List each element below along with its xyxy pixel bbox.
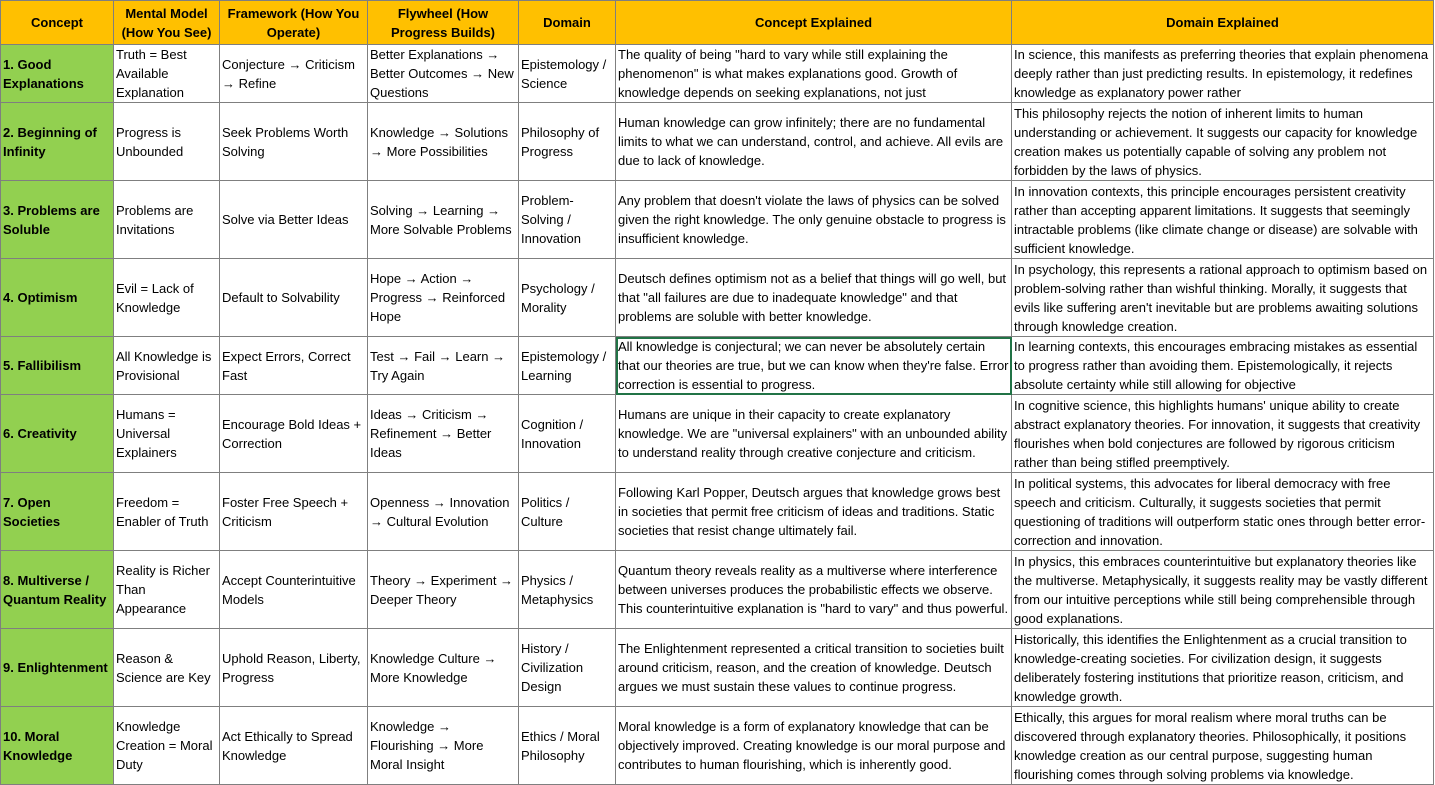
cell-text: 4. Optimism bbox=[3, 290, 78, 305]
cell-text: Cognition / Innovation bbox=[521, 416, 584, 451]
cell-text: Openness → Innovation → Cultural Evolution bbox=[370, 494, 510, 529]
cell-text: Default to Solvability bbox=[222, 290, 340, 305]
concept-explained-cell[interactable] bbox=[616, 707, 1012, 785]
cell-text: Progress is Unbounded bbox=[116, 124, 184, 159]
cell-text: All knowledge is conjectural; we can never be absolutely certain that our theories are true, but we can know when they're false. Error correction is essential to progress. bbox=[618, 339, 1009, 392]
table-row bbox=[1, 473, 1434, 551]
cell-text: Epistemology / Learning bbox=[521, 348, 607, 383]
cell-text: Epistemology / Science bbox=[521, 56, 607, 91]
cell-text: Conjecture → Criticism → Refine bbox=[222, 56, 355, 91]
cell-text: Knowledge → Flourishing → More Moral Insight bbox=[370, 719, 484, 772]
concept-explained-cell[interactable] bbox=[616, 395, 1012, 473]
concept-explained-cell[interactable] bbox=[616, 181, 1012, 259]
flywheel-cell[interactable] bbox=[368, 103, 519, 181]
framework-cell[interactable] bbox=[220, 45, 368, 103]
concept-cell[interactable] bbox=[1, 395, 114, 473]
cell-text: Moral knowledge is a form of explanatory knowledge that can be objectively improved. Creating knowledge is our moral purpose and contributes to human flourishing, which is inherently good. bbox=[618, 719, 1006, 772]
domain-cell[interactable] bbox=[519, 473, 616, 551]
mental-model-cell[interactable] bbox=[114, 259, 220, 337]
cell-text: Encourage Bold Ideas + Correction bbox=[222, 416, 362, 451]
framework-cell[interactable] bbox=[220, 473, 368, 551]
cell-text: 3. Problems are Soluble bbox=[3, 202, 100, 237]
cell-text: 5. Fallibilism bbox=[3, 358, 82, 373]
cell-text: In physics, this embraces counterintuitive but explanatory theories like the multiverse. Metaphysically, it suggests reality may be vastly different from our intuitive perceptions while still being comprehensible through good explanations. bbox=[1014, 553, 1428, 626]
mental-model-cell[interactable] bbox=[114, 181, 220, 259]
table-row bbox=[1, 181, 1434, 259]
table-row bbox=[1, 629, 1434, 707]
domain-explained-cell[interactable] bbox=[1012, 259, 1434, 337]
concept-explained-cell[interactable] bbox=[616, 45, 1012, 103]
header-domain-explained[interactable]: Domain Explained bbox=[1012, 1, 1434, 45]
domain-explained-cell[interactable] bbox=[1012, 337, 1434, 395]
cell-text: Human knowledge can grow infinitely; there are no fundamental limits to what we can understand, control, and achieve. All evils are due to lack of knowledge. bbox=[618, 115, 1004, 168]
cell-text: In political systems, this advocates for liberal democracy with free speech and criticism. Culturally, it suggests societies that permit questioning of traditions will outperform static ones through better error-correction and innovation. bbox=[1014, 475, 1426, 548]
cell-text: Problems are Invitations bbox=[116, 202, 194, 237]
cell-text: Freedom = Enabler of Truth bbox=[116, 494, 209, 529]
cell-text: Theory → Experiment → Deeper Theory bbox=[370, 572, 514, 607]
mental-model-cell[interactable] bbox=[114, 395, 220, 473]
cell-text: 2. Beginning of Infinity bbox=[3, 124, 97, 159]
header-row bbox=[1, 1, 1434, 45]
cell-text: Accept Counterintuitive Models bbox=[222, 572, 356, 607]
cell-text: Reason & Science are Key bbox=[116, 650, 211, 685]
cell-text: Politics / Culture bbox=[521, 494, 570, 529]
cell-text: Ideas → Criticism → Refinement → Better Ideas bbox=[370, 407, 492, 460]
flywheel-cell[interactable] bbox=[368, 629, 519, 707]
cell-text: 7. Open Societies bbox=[3, 494, 61, 529]
cell-text: Historically, this identifies the Enlightenment as a crucial transition to knowledge-creating societies. For civilization design, it suggests deliberately fostering institutions that prioritize reason, criticism, and knowledge growth. bbox=[1014, 631, 1407, 704]
concept-explained-cell[interactable] bbox=[616, 551, 1012, 629]
cell-text: In cognitive science, this highlights humans' unique ability to create abstract explanatory theories. For innovation, it suggests that creativity flourishes when bold conjectures are followed by rigorous criticism rather than being stifled preemptively. bbox=[1014, 397, 1421, 470]
framework-cell[interactable] bbox=[220, 181, 368, 259]
cell-text: Test → Fail → Learn → Try Again bbox=[370, 348, 506, 383]
cell-text: Seek Problems Worth Solving bbox=[222, 124, 349, 159]
domain-explained-cell[interactable] bbox=[1012, 473, 1434, 551]
flywheel-cell[interactable] bbox=[368, 45, 519, 103]
cell-text: Reality is Richer Than Appearance bbox=[116, 563, 210, 616]
domain-explained-cell[interactable] bbox=[1012, 551, 1434, 629]
cell-text: Humans are unique in their capacity to create explanatory knowledge. We are "universal explainers" with an unbounded ability to understand reality through creative conjecture and criticism. bbox=[618, 407, 1008, 460]
cell-text: 9. Enlightenment bbox=[3, 660, 108, 675]
cell-text: Foster Free Speech + Criticism bbox=[222, 494, 349, 529]
header-domain[interactable]: Domain bbox=[519, 1, 616, 45]
framework-cell[interactable] bbox=[220, 103, 368, 181]
concept-cell[interactable] bbox=[1, 707, 114, 785]
cell-text: Physics / Metaphysics bbox=[521, 572, 594, 607]
table-row bbox=[1, 395, 1434, 473]
domain-explained-cell[interactable] bbox=[1012, 707, 1434, 785]
cell-text: Any problem that doesn't violate the laws of physics can be solved given the right knowledge. The only genuine obstacle to progress is insufficient knowledge. bbox=[618, 193, 1006, 246]
header-flywheel[interactable]: Flywheel (How Progress Builds) bbox=[368, 1, 519, 45]
domain-cell[interactable] bbox=[519, 551, 616, 629]
domain-explained-cell[interactable] bbox=[1012, 45, 1434, 103]
concept-cell[interactable] bbox=[1, 103, 114, 181]
domain-cell[interactable] bbox=[519, 707, 616, 785]
concept-cell[interactable] bbox=[1, 337, 114, 395]
concept-cell[interactable] bbox=[1, 473, 114, 551]
mental-model-cell[interactable] bbox=[114, 45, 220, 103]
mental-model-cell[interactable] bbox=[114, 629, 220, 707]
concept-explained-cell[interactable] bbox=[616, 103, 1012, 181]
concept-explained-cell[interactable] bbox=[616, 473, 1012, 551]
mental-model-cell[interactable] bbox=[114, 337, 220, 395]
concept-explained-cell[interactable] bbox=[616, 629, 1012, 707]
domain-cell[interactable] bbox=[519, 259, 616, 337]
cell-text: Knowledge Creation = Moral Duty bbox=[116, 719, 213, 772]
flywheel-cell[interactable] bbox=[368, 551, 519, 629]
cell-text: Humans = Universal Explainers bbox=[116, 407, 177, 460]
domain-cell[interactable] bbox=[519, 337, 616, 395]
cell-text: Expect Errors, Correct Fast bbox=[222, 348, 351, 383]
domain-cell[interactable] bbox=[519, 181, 616, 259]
domain-explained-cell[interactable] bbox=[1012, 395, 1434, 473]
cell-text: 10. Moral Knowledge bbox=[3, 728, 73, 763]
flywheel-cell[interactable] bbox=[368, 259, 519, 337]
cell-text: Uphold Reason, Liberty, Progress bbox=[222, 650, 361, 685]
cell-text: In psychology, this represents a rational approach to optimism based on problem-solving rather than wishful thinking. Morally, it suggests that evils like suffering aren't inevitable but are problems awaiting solutions through knowledge creation. bbox=[1014, 261, 1428, 334]
cell-text: Hope → Action → Progress → Reinforced Hope bbox=[370, 271, 506, 324]
cell-text: Better Explanations → Better Outcomes → New Questions bbox=[370, 47, 514, 100]
cell-text: Act Ethically to Spread Knowledge bbox=[222, 728, 353, 763]
cell-text: Knowledge Culture → More Knowledge bbox=[370, 650, 497, 685]
cell-text: In science, this manifests as preferring theories that explain phenomena deeply rather than just predicting results. In epistemology, it redefines knowledge as explanatory power rather bbox=[1014, 47, 1429, 100]
domain-cell[interactable] bbox=[519, 45, 616, 103]
concept-cell[interactable] bbox=[1, 259, 114, 337]
cell-text: 1. Good Explanations bbox=[3, 56, 84, 91]
flywheel-cell[interactable] bbox=[368, 473, 519, 551]
cell-text: Following Karl Popper, Deutsch argues that knowledge grows best in societies that permit free criticism of ideas and traditions. Static societies that resist change ultimately fail. bbox=[618, 485, 1001, 538]
cell-text: Deutsch defines optimism not as a belief that things will go well, but that "all failures are due to inadequate knowledge" and that problems are soluble with better knowledge. bbox=[618, 271, 1007, 324]
mental-model-cell[interactable] bbox=[114, 551, 220, 629]
cell-text: Philosophy of Progress bbox=[521, 124, 600, 159]
concept-explained-cell[interactable] bbox=[616, 259, 1012, 337]
domain-cell[interactable] bbox=[519, 629, 616, 707]
framework-cell[interactable] bbox=[220, 337, 368, 395]
framework-cell[interactable] bbox=[220, 259, 368, 337]
domain-cell[interactable] bbox=[519, 395, 616, 473]
cell-text: History / Civilization Design bbox=[521, 641, 584, 694]
table-row bbox=[1, 551, 1434, 629]
cell-text: 8. Multiverse / Quantum Reality bbox=[3, 572, 107, 607]
cell-text: Problem-Solving / Innovation bbox=[521, 193, 581, 246]
flywheel-cell[interactable] bbox=[368, 395, 519, 473]
table-row bbox=[1, 337, 1434, 395]
cell-text: Knowledge → Solutions → More Possibilities bbox=[370, 124, 509, 159]
mental-model-cell[interactable] bbox=[114, 707, 220, 785]
framework-cell[interactable] bbox=[220, 707, 368, 785]
cell-text: All Knowledge is Provisional bbox=[116, 348, 212, 383]
framework-cell[interactable] bbox=[220, 551, 368, 629]
cell-text: Ethically, this argues for moral realism where moral truths can be discovered through explanatory theories. Philosophically, it positions knowledge creation as our central purpose, suggesting human flourishing comes through solving problems via knowledge. bbox=[1014, 709, 1407, 782]
cell-text: The Enlightenment represented a critical transition to societies built around criticism, reason, and the creation of knowledge. Deutsch argues we must sustain these values to continue progress. bbox=[618, 641, 1004, 694]
header-concept[interactable]: Concept bbox=[1, 1, 114, 45]
cell-text: This philosophy rejects the notion of inherent limits to human understanding or achievement. It suggests our capacity for knowledge creation makes us potentially capable of solving any problem not forbidden by the laws of physics. bbox=[1014, 105, 1418, 178]
cell-text: Quantum theory reveals reality as a multiverse where interference between universes produces the probabilistic effects we observe. This counterintuitive explanation is "hard to vary" and thus powerful. bbox=[618, 563, 1009, 616]
concept-cell[interactable] bbox=[1, 181, 114, 259]
table-row bbox=[1, 103, 1434, 181]
table-row bbox=[1, 259, 1434, 337]
header-concept-explained[interactable]: Concept Explained bbox=[616, 1, 1012, 45]
domain-explained-cell[interactable] bbox=[1012, 181, 1434, 259]
domain-explained-cell[interactable] bbox=[1012, 629, 1434, 707]
cell-text: In innovation contexts, this principle encourages persistent creativity rather than accepting apparent limitations. It suggests that seemingly intractable problems (like climate change or disease) are solvable with sufficient knowledge. bbox=[1014, 183, 1418, 256]
mental-model-cell[interactable] bbox=[114, 103, 220, 181]
concept-cell[interactable] bbox=[1, 45, 114, 103]
domain-explained-cell[interactable] bbox=[1012, 103, 1434, 181]
cell-text: Truth = Best Available Explanation bbox=[116, 47, 187, 100]
table-row bbox=[1, 707, 1434, 785]
flywheel-cell[interactable] bbox=[368, 337, 519, 395]
cell-text: Evil = Lack of Knowledge bbox=[116, 280, 194, 315]
cell-text: Solve via Better Ideas bbox=[222, 212, 349, 227]
framework-cell[interactable] bbox=[220, 395, 368, 473]
cell-text: In learning contexts, this encourages embracing mistakes as essential to progress rather than avoiding them. Epistemologically, it rejects absolute certainty while still allowing for objective bbox=[1014, 339, 1418, 392]
header-framework[interactable]: Framework (How You Operate) bbox=[220, 1, 368, 45]
cell-text: 6. Creativity bbox=[3, 426, 77, 441]
cell-text: Solving → Learning → More Solvable Problems bbox=[370, 202, 512, 237]
cell-text: The quality of being "hard to vary while still explaining the phenomenon" is what makes explanations good. Growth of knowledge depends on seeking explanations, not just bbox=[618, 47, 958, 100]
mental-model-cell[interactable] bbox=[114, 473, 220, 551]
concept-explained-cell-selected[interactable] bbox=[616, 337, 1012, 395]
domain-cell[interactable] bbox=[519, 103, 616, 181]
framework-cell[interactable] bbox=[220, 629, 368, 707]
concept-cell[interactable] bbox=[1, 551, 114, 629]
flywheel-cell[interactable] bbox=[368, 707, 519, 785]
cell-text: Ethics / Moral Philosophy bbox=[521, 728, 600, 763]
cell-text: Psychology / Morality bbox=[521, 280, 595, 315]
header-mental-model[interactable]: Mental Model (How You See) bbox=[114, 1, 220, 45]
concept-cell[interactable] bbox=[1, 629, 114, 707]
flywheel-cell[interactable] bbox=[368, 181, 519, 259]
table-row bbox=[1, 45, 1434, 103]
